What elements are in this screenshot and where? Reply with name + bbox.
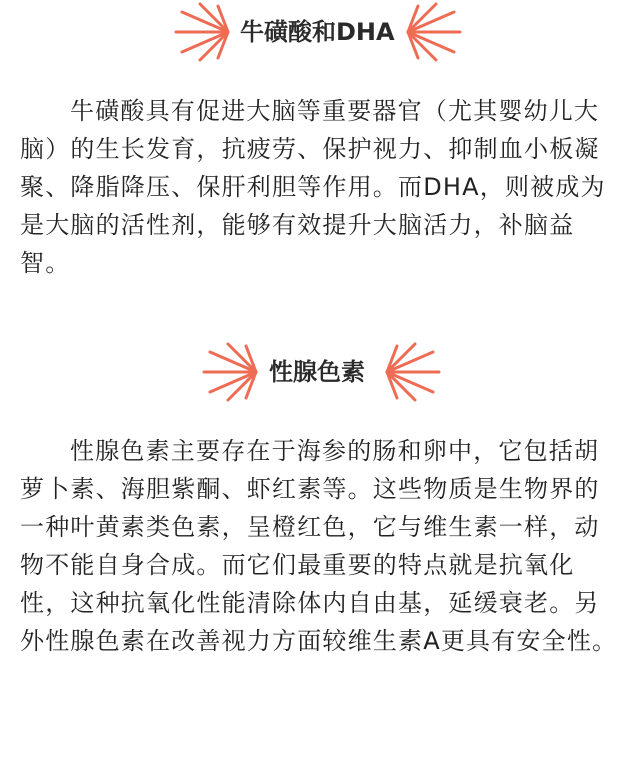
section-heading-gonad-pigment <box>0 340 640 404</box>
section-title: 性腺色素 <box>269 358 365 386</box>
left-burst-icon <box>172 0 232 64</box>
right-burst-icon <box>383 340 443 404</box>
section-title: 牛磺酸和DHA <box>240 18 395 46</box>
right-burst-icon <box>404 0 464 64</box>
section-paragraph-gonad-pigment: 性腺色素主要存在于海参的肠和卵中，它包括胡萝卜素、海胆紫酮、虾红素等。这些物质是生物界的一种叶黄素类色素，呈橙红色，它与维生素一样，动物不能自身合成。而它们最重要的特点就是抗氧化性，这种抗氧化性能清除体内自由基，延缓衰老。另外性腺色素在改善视力方面较维生素A更具有安全性。 <box>20 437 618 655</box>
left-burst-icon <box>200 340 260 404</box>
section-paragraph-taurine-dha: 牛磺酸具有促进大脑等重要器官（尤其婴幼儿大脑）的生长发育，抗疲劳、保护视力、抑制血小板凝聚、降脂降压、保肝利胆等作用。而DHA，则被成为是大脑的活性剂，能够有效提升大脑活力，补脑益智。 <box>20 97 606 277</box>
section-heading-taurine-dha <box>0 0 640 64</box>
